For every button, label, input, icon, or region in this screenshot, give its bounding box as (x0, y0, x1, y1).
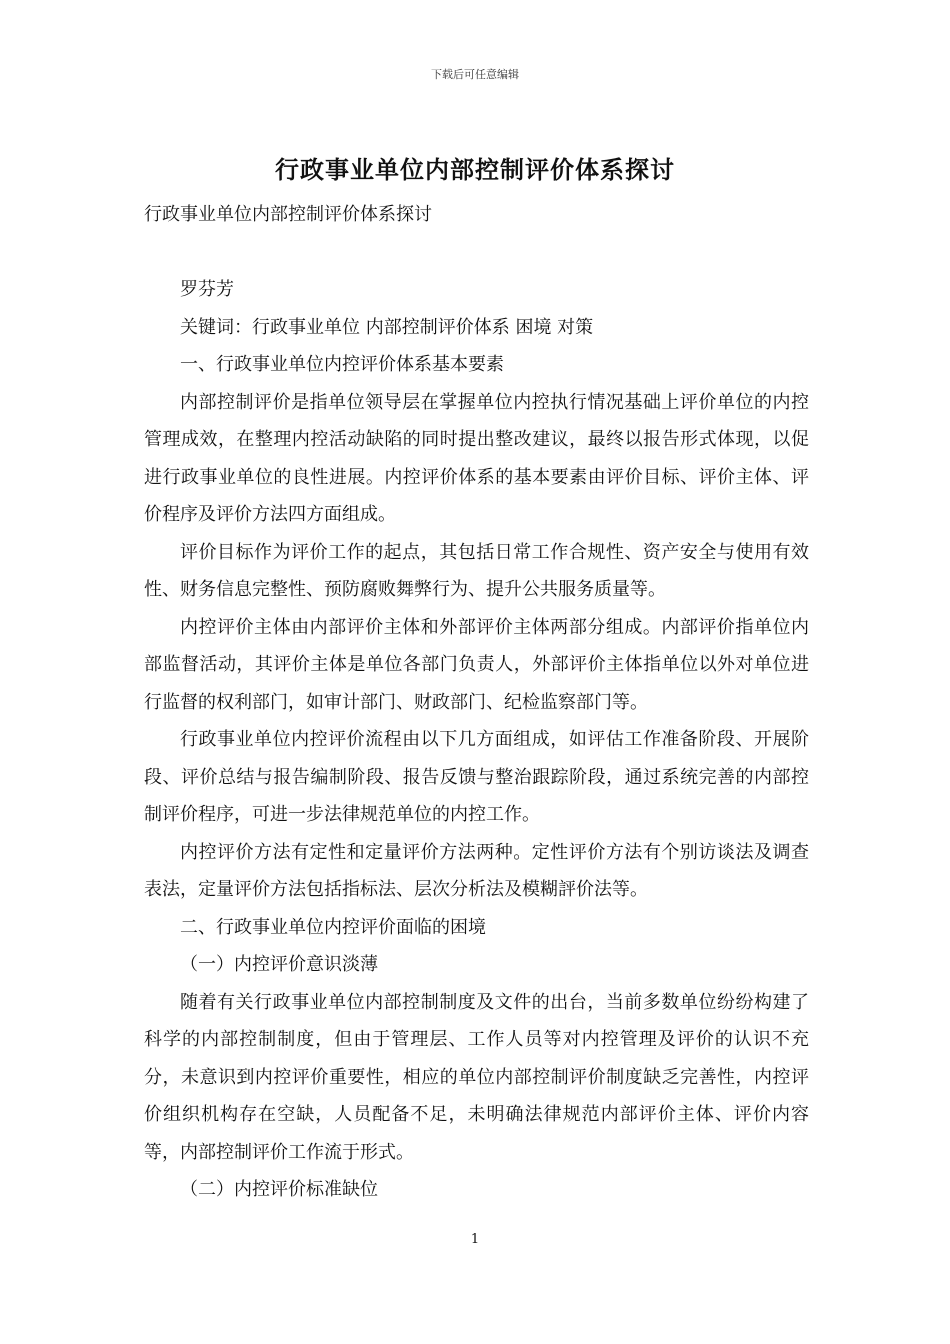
author: 罗芬芳 (180, 279, 234, 300)
blank-line (144, 234, 809, 272)
document-title: 行政事业单位内部控制评价体系探讨 (275, 155, 675, 184)
paragraph: 内部控制评价是指单位领导层在掌握单位内控执行情况基础上评价单位的内控管理成效，在整理内控活动缺陷的同时提出整改建议，最终以报告形式体现，以促进行政事业单位的良性进展。内控评价体系的基本要素由评价目标、评价主体、评价程序及评价方法四方面组成。 (144, 391, 809, 525)
subtitle: 行政事业单位内部控制评价体系探讨 (144, 204, 432, 225)
paragraph: 内控评价方法有定性和定量评价方法两种。定性评价方法有个别访谈法及调查表法，定量评价方法包括指标法、层次分析法及模糊評价法等。 (144, 841, 809, 900)
document-body (144, 196, 809, 1209)
paragraph: 评价目标作为评价工作的起点，其包括日常工作合规性、资产安全与使用有效性、财务信息完整性、预防腐败舞弊行为、提升公共服务质量等。 (144, 541, 809, 600)
page-number: 1 (470, 1232, 480, 1247)
section-heading: 一、行政事业单位内控评价体系基本要素 (180, 354, 504, 375)
paragraph: 随着有关行政事业单位内部控制制度及文件的出台，当前多数单位纷纷构建了科学的内部控制制度，但由于管理层、工作人员等对内控管理及评价的认识不充分，未意识到内控评价重要性，相应的单位内部控制评价制度缺乏完善性，内控评价组织机构存在空缺，人员配备不足，未明确法律规范内部评价主体、评价内容等，内部控制评价工作流于形式。 (144, 991, 809, 1163)
paragraph: 行政事业单位内控评价流程由以下几方面组成，如评估工作准备阶段、开展阶段、评价总结与报告编制阶段、报告反馈与整治跟踪阶段，通过系统完善的内部控制评价程序，可进一步法律规范单位的内控工作。 (144, 729, 809, 825)
subsection-heading: （一）内控评价意识淡薄 (180, 954, 378, 975)
page-header: 下载后可任意编辑 (431, 68, 519, 81)
section-heading: 二、行政事业单位内控评价面临的困境 (180, 916, 486, 938)
keywords: 关键词：行政事业单位 内部控制评价体系 困境 对策 (180, 316, 594, 338)
paragraph: 内控评价主体由内部评价主体和外部评价主体两部分组成。内部评价指单位内部监督活动，其评价主体是单位各部门负责人，外部评价主体指单位以外对单位进行监督的权利部门，如审计部门、财政部门、纪检监察部门等。 (144, 616, 809, 713)
subsection-heading: （二）内控评价标准缺位 (180, 1179, 378, 1200)
